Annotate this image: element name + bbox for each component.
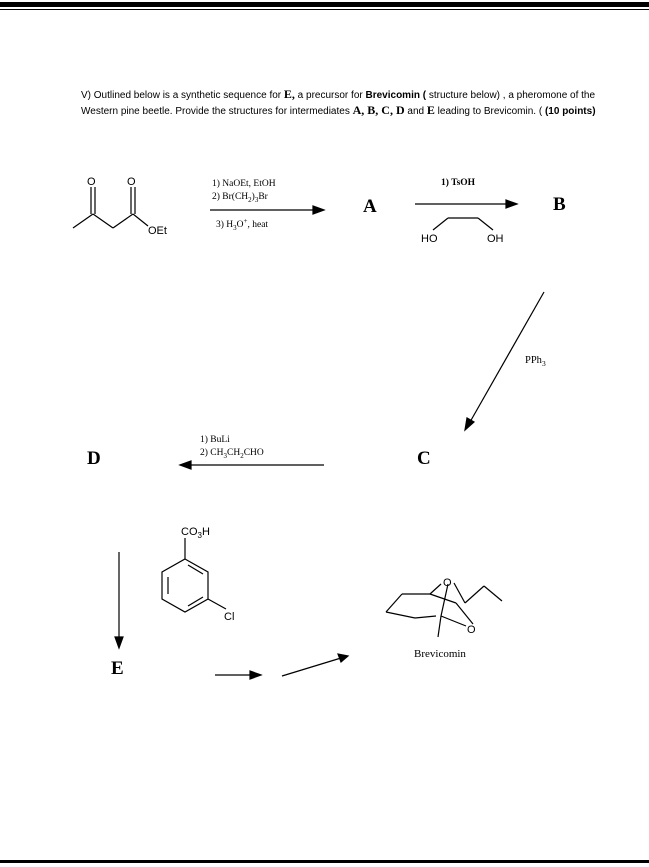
arrow-e-to-brevicomin-2 (282, 654, 348, 676)
arrow-to-a (210, 206, 324, 214)
step3-conditions: PPh$_3$ (525, 355, 546, 369)
step4-conditions: 1) BuLi 2) $CH_3CH_2CHO$ (200, 435, 264, 460)
ethylene-glycol-structure (433, 218, 493, 230)
step1-conditions-3: 3) $H_3O^+$, heat (216, 217, 269, 233)
hydroxyl-right-label: OH (487, 233, 504, 245)
intermediate-b-label: B (553, 194, 566, 215)
bridge-oxygen-top: O (443, 577, 452, 589)
bridge-oxygen-right: O (467, 624, 476, 636)
peracid-group-label: $CO_3H$ (181, 526, 210, 540)
intermediates-ref: A, B, C, D (352, 103, 405, 117)
arrow-d-to-e (115, 552, 123, 648)
chlorine-label: Cl (224, 611, 235, 623)
arrow-e-to-brevicomin-1 (215, 671, 261, 679)
hydroxyl-left-label: HO (421, 233, 438, 245)
intermediate-d-label: D (87, 448, 101, 469)
atom-o-ester: O (127, 176, 136, 188)
ethyl-acetoacetate-structure (73, 187, 148, 228)
step1-conditions: 1) NaOEt, EtOH 2) $Br(CH_2)_3Br$ (212, 179, 276, 204)
mcpba-structure (162, 538, 226, 612)
intermediate-e-label: E (111, 658, 124, 679)
intermediate-c-label: C (417, 448, 431, 469)
question-text: V) Outlined below is a synthetic sequence for E, a precursor for Brevicomin ( structure below) , a pheromone of the Western pine beetle. Provide the structures for intermediates A, B, C, D and E leading to Brevicomin. ( (10 points) (81, 87, 596, 117)
brevicomin-name: Brevicomin (414, 648, 466, 660)
ethoxy-label: OEt (148, 225, 167, 237)
step2-conditions: 1) TsOH (441, 178, 476, 188)
intermediate-a-label: A (363, 196, 377, 217)
compound-e-ref: E, (283, 87, 295, 101)
atom-o-ketone: O (87, 176, 96, 188)
brevicomin-ref: Brevicomin ( (365, 90, 427, 101)
arrow-a-to-b (415, 200, 517, 208)
brevicomin-structure (386, 583, 502, 637)
points: (10 points) (544, 106, 596, 117)
